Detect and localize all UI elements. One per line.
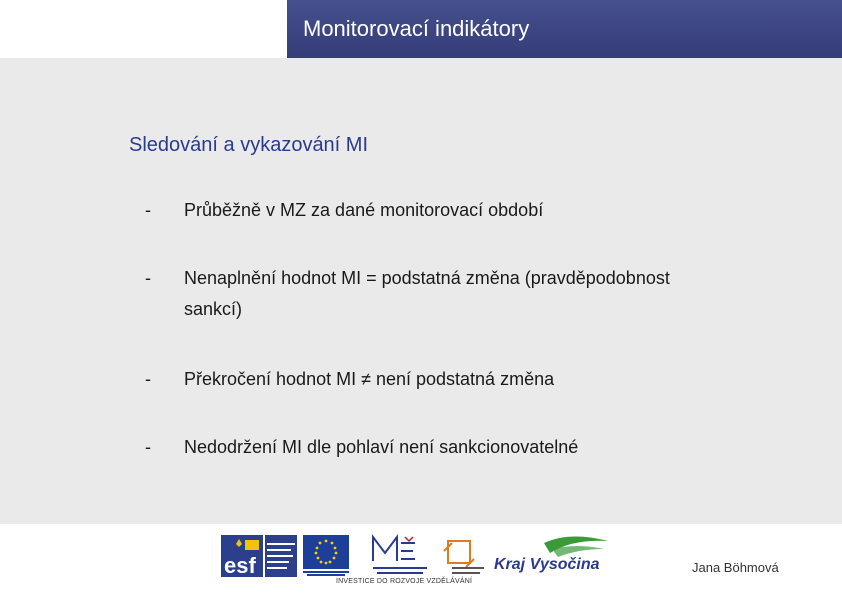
svg-text:Kraj Vysočina: Kraj Vysočina (494, 556, 600, 573)
kraj-vysocina-logo (492, 533, 610, 579)
bullet-text: Překročení hodnot MI ≠ není podstatná změna (184, 369, 555, 389)
section-title: Sledování a vykazování MI (129, 134, 369, 156)
bullet-dash: - (145, 200, 151, 220)
page-title: Monitorovací indikátory (303, 16, 530, 41)
bullet-text: Nenaplnění hodnot MI = podstatná změna (pravděpodobnost sankcí) (184, 268, 670, 319)
header-left-blank (0, 0, 287, 58)
esf-logo (221, 535, 297, 577)
eu-flag-logo (303, 535, 349, 577)
invest-slogan: INVESTICE DO ROZVOJE VZDĚLÁVÁNÍ (336, 578, 473, 585)
msmt-logo (369, 533, 431, 579)
svg-text:esf: esf (224, 553, 256, 577)
bullet-text: Nedodržení MI dle pohlaví není sankcionovatelné (184, 437, 579, 457)
bullet-dash: - (145, 437, 151, 457)
bullet-text: Průběžně v MZ za dané monitorovací období (184, 200, 544, 220)
bullet-dash: - (145, 369, 151, 389)
bullet-dash: - (145, 268, 151, 288)
op-vk-logo (438, 533, 488, 579)
author-name: Jana Böhmová (692, 560, 779, 575)
